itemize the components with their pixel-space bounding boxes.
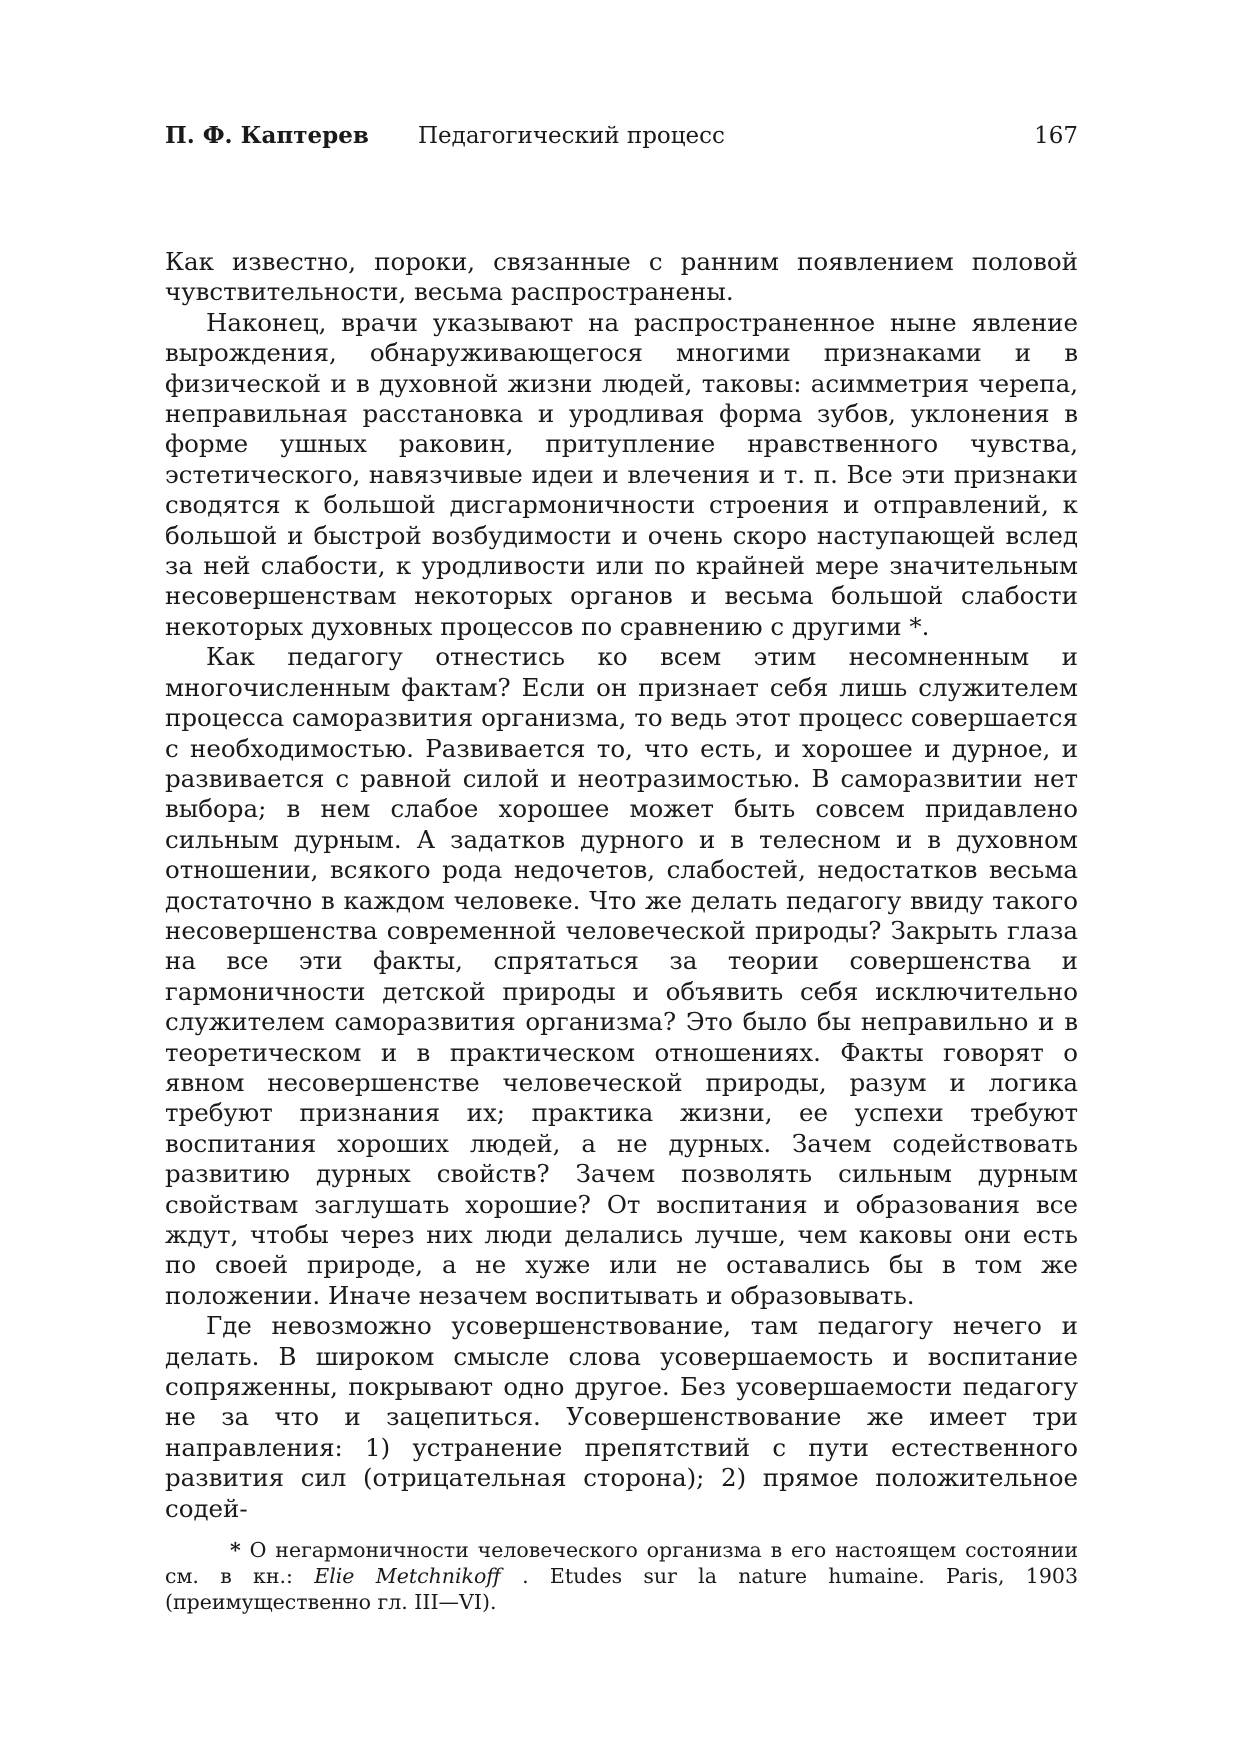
paragraph: Как известно, пороки, связанные с ранним появлением половой чувствительности, весьма распространены. xyxy=(165,247,1078,307)
footnote-text-after: . Etudes sur la nature humaine. Paris, 1903 (преимущественно гл. III—VI). xyxy=(165,1564,1078,1614)
paragraph: Наконец, врачи указывают на распространенное ныне явление вырождения, обнаруживающегося многими признаками и в физической и в духовной жизни людей, таковы: асимметрия черепа, неправильная расстановка и уродливая форма зубов, уклонения в форме ушных раковин, притупление нравственного чувства, эстетического, навязчивые идеи и влечения и т. п. Все эти признаки сводятся к большой дисгармоничности строения и отправлений, к большой и быстрой возбудимости и очень скоро наступающей вслед за ней слабости, к уродливости или по крайней мере значительным несовершенствам некоторых органов и весьма большой слабости некоторых духовных процессов по сравнению с другими *. xyxy=(165,307,1078,641)
footnote-text xyxy=(165,1537,1078,1615)
footnote-cited-author: Elie Metchnikoff xyxy=(314,1564,501,1588)
running-header xyxy=(165,118,1078,154)
header-title: Педагогический процесс xyxy=(418,123,725,149)
main-text xyxy=(165,247,1078,1524)
paragraph: Как педагогу отнестись ко всем этим несомненным и многочисленным фактам? Если он признает себя лишь служителем процесса саморазвития организма, то ведь этот процесс совершается с необходимостью. Развивается то, что есть, и хорошее и дурное, и развивается с равной силой и неотразимостью. В саморазвитии нет выбора; в нем слабое хорошее может быть совсем придавлено сильным дурным. А задатков дурного и в телесном и в духовном отношении, всякого рода недочетов, слабостей, недостатков весьма достаточно в каждом человеке. Что же делать педагогу ввиду такого несовершенства современной человеческой природы? Закрыть глаза на все эти факты, спрятаться за теории совершенства и гармоничности детской природы и объявить себя исключительно служителем саморазвития организма? Это было бы неправильно и в теоретическом и в практическом отношениях. Факты говорят о явном несовершенстве человеческой природы, разум и логика требуют признания их; практика жизни, ее успехи требуют воспитания хороших людей, а не дурных. Зачем содействовать развитию дурных свойств? Зачем позволять сильным дурным свойствам заглушать хорошие? От воспитания и образования все ждут, чтобы через них люди делались лучше, чем каковы они есть по своей природе, а не хуже или не оставались бы в том же положении. Иначе незачем воспитывать и образовывать. xyxy=(165,642,1078,1310)
paragraph: Где невозможно усовершенствование, там педагогу нечего и делать. В широком смысле слова усовершаемость и воспитание сопряженны, покрывают одно другое. Без усовершаемости педагогу не за что и зацепиться. Усовершенствование же имеет три направления: 1) устранение препятствий с пути естественного развития сил (отрицательная сторона); 2) прямое положительное содей- xyxy=(165,1311,1078,1523)
header-author: П. Ф. Каптерев xyxy=(165,122,369,149)
footnote xyxy=(165,1537,1078,1615)
footnote-text-before: О негармоничности человеческого организма в его настоящем состоянии см. в кн.: xyxy=(165,1538,1078,1588)
page-number: 167 xyxy=(1034,123,1078,149)
footnote-marker: * xyxy=(230,1538,241,1562)
